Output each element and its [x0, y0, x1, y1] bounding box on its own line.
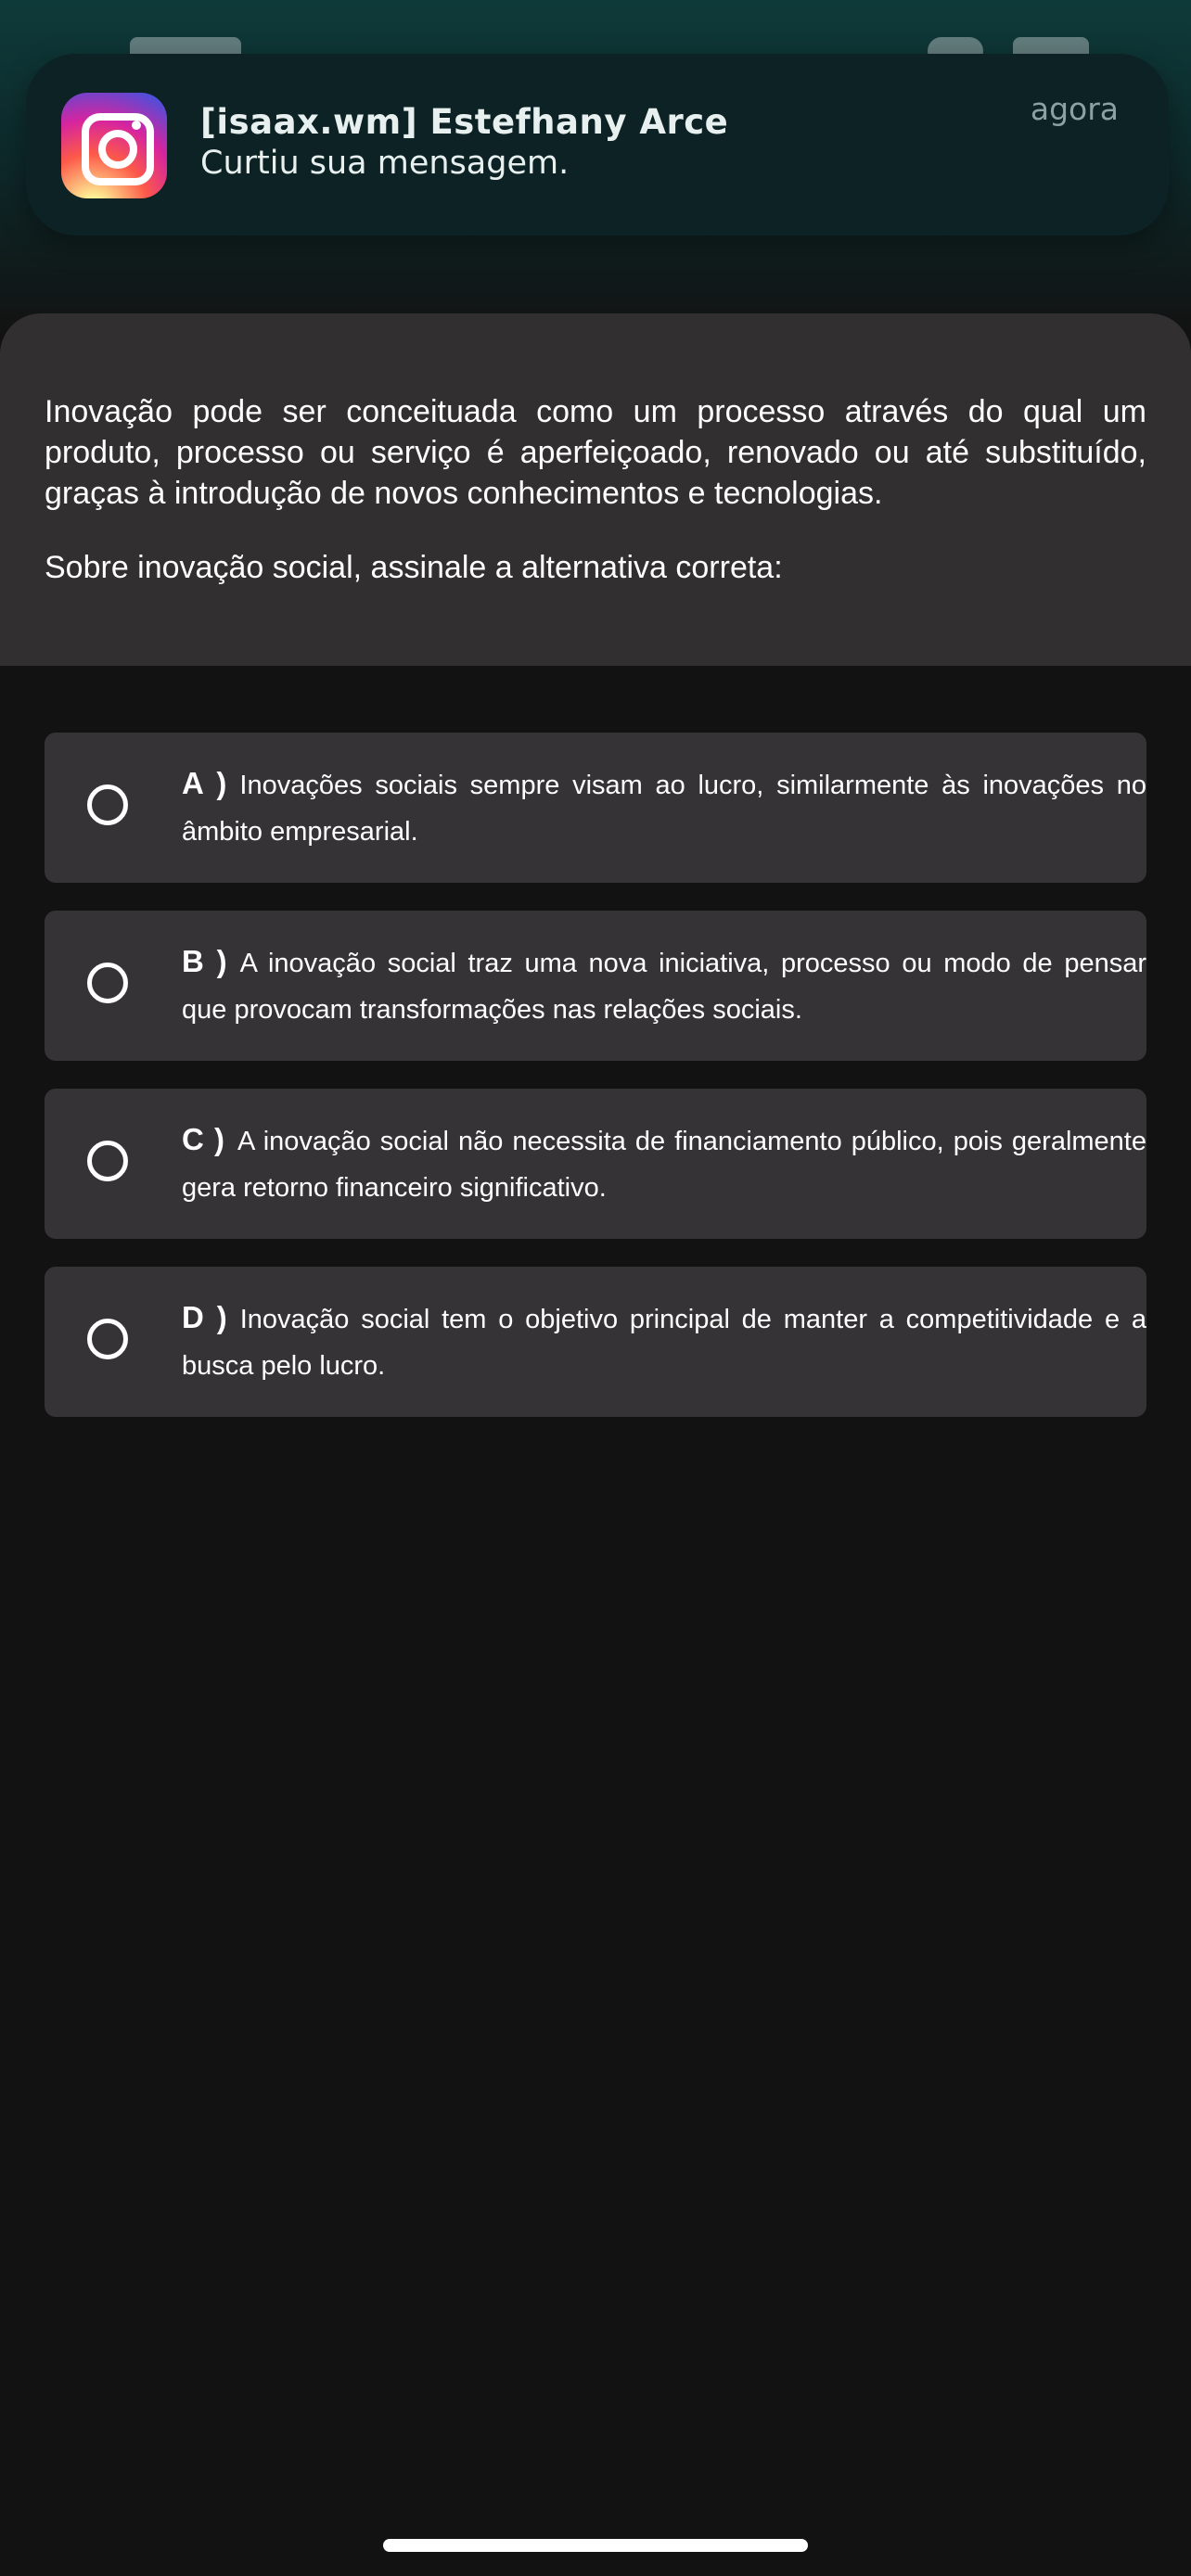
option-b-letter: B ) [182, 944, 227, 978]
notification-time: agora [1030, 91, 1119, 127]
notification-title: [isaax.wm] Estefhany Arce [200, 102, 729, 142]
option-c-text [182, 1116, 1146, 1211]
option-b-label: A inovação social traz uma nova iniciativa, processo ou modo de pensar que provocam transformações nas relações sociais. [182, 949, 1146, 1025]
option-a-letter: A ) [182, 766, 227, 800]
question-card [0, 313, 1191, 666]
option-d-label: Inovação social tem o objetivo principal de manter a competitividade e a busca pelo lucro. [182, 1305, 1146, 1381]
option-a-text [182, 760, 1146, 855]
question-text: Inovação pode ser conceituada como um processo através do qual um produto, processo ou serviço é aperfeiçoado, renovado ou até substituído, graças à introdução de novos conhecimentos e tecnologias. [45, 394, 1146, 511]
option-d-text [182, 1294, 1146, 1389]
option-d[interactable] [45, 1267, 1146, 1417]
option-c[interactable] [45, 1089, 1146, 1239]
radio-icon[interactable] [87, 963, 128, 1003]
radio-icon[interactable] [87, 1141, 128, 1181]
option-b-text [182, 938, 1146, 1033]
option-a[interactable] [45, 733, 1146, 883]
option-c-label: A inovação social não necessita de financiamento público, pois geralmente gera retorno financeiro significativo. [182, 1127, 1146, 1203]
option-c-letter: C ) [182, 1122, 224, 1156]
home-indicator[interactable] [383, 2539, 808, 2552]
option-d-letter: D ) [182, 1300, 227, 1334]
notification-body: Curtiu sua mensagem. [200, 145, 570, 182]
option-a-label: Inovações sociais sempre visam ao lucro, similarmente às inovações no âmbito empresarial. [182, 771, 1147, 847]
push-notification[interactable] [26, 54, 1169, 236]
option-b[interactable] [45, 911, 1146, 1061]
question-prompt: Sobre inovação social, assinale a alternativa correta: [45, 550, 783, 585]
instagram-icon [61, 93, 167, 198]
radio-icon[interactable] [87, 784, 128, 825]
radio-icon[interactable] [87, 1319, 128, 1359]
